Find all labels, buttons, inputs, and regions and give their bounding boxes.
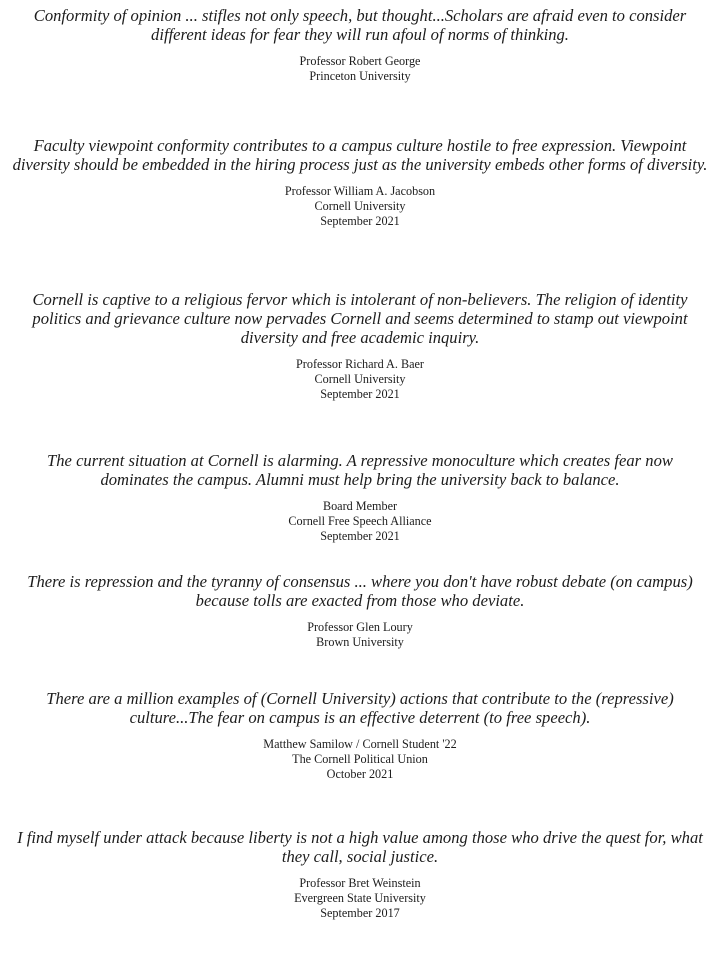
attribution-line: Professor William A. Jacobson	[284, 184, 436, 198]
quote-block	[0, 136, 720, 229]
attribution-line: Professor Robert George	[299, 54, 421, 68]
attribution-line: Board Member	[322, 499, 398, 513]
quote-block	[0, 290, 720, 402]
attribution	[0, 499, 720, 544]
attribution-line: Brown University	[316, 635, 404, 649]
attribution-line: Princeton University	[309, 69, 411, 83]
quote-text: There are a million examples of (Cornell University) actions that contribute to the (repressive) culture...The fear on campus is an effective deterrent (to free speech).	[46, 689, 674, 727]
quote-block	[0, 6, 720, 84]
attribution	[0, 876, 720, 921]
attribution	[0, 184, 720, 229]
quote-block	[0, 451, 720, 544]
quote-text: Cornell is captive to a religious fervor which is intolerant of non-believers. The religion of identity politics and grievance culture now pervades Cornell and seems determined to stamp out viewpoint diversity and free academic inquiry.	[32, 290, 688, 347]
attribution-line: Professor Bret Weinstein	[299, 876, 421, 890]
attribution-line: Professor Glen Loury	[307, 620, 413, 634]
attribution-line: October 2021	[326, 767, 394, 781]
attribution-line: The Cornell Political Union	[292, 752, 428, 766]
attribution	[0, 737, 720, 782]
attribution	[0, 620, 720, 650]
attribution-line: Evergreen State University	[294, 891, 426, 905]
attribution-line: September 2021	[320, 387, 400, 401]
attribution-line: Cornell University	[314, 372, 406, 386]
attribution	[0, 54, 720, 84]
attribution-line: Cornell University	[314, 199, 406, 213]
quote-text: The current situation at Cornell is alarming. A repressive monoculture which creates fear now dominates the campus. Alumni must help bring the university back to balance.	[47, 451, 673, 489]
attribution-line: Cornell Free Speech Alliance	[288, 514, 432, 528]
attribution-line: Matthew Samilow / Cornell Student '22	[263, 737, 457, 751]
attribution-line: Professor Richard A. Baer	[296, 357, 424, 371]
quote-text: Faculty viewpoint conformity contributes to a campus culture hostile to free expression. Viewpoint diversity should be embedded in the hiring process just as the university embeds other forms of diversity.	[12, 136, 708, 174]
attribution	[0, 357, 720, 402]
quote-block	[0, 828, 720, 921]
quote-text: I find myself under attack because liberty is not a high value among those who drive the quest for, what they call, social justice.	[17, 828, 703, 866]
quote-block	[0, 572, 720, 650]
attribution-line: September 2021	[320, 214, 400, 228]
quote-block	[0, 689, 720, 782]
quote-text: There is repression and the tyranny of consensus ... where you don't have robust debate (on campus) because tolls are exacted from those who deviate.	[27, 572, 693, 610]
attribution-line: September 2017	[320, 906, 400, 920]
attribution-line: September 2021	[320, 529, 400, 543]
quote-text: Conformity of opinion ... stifles not only speech, but thought...Scholars are afraid even to consider different ideas for fear they will run afoul of norms of thinking.	[33, 6, 687, 44]
